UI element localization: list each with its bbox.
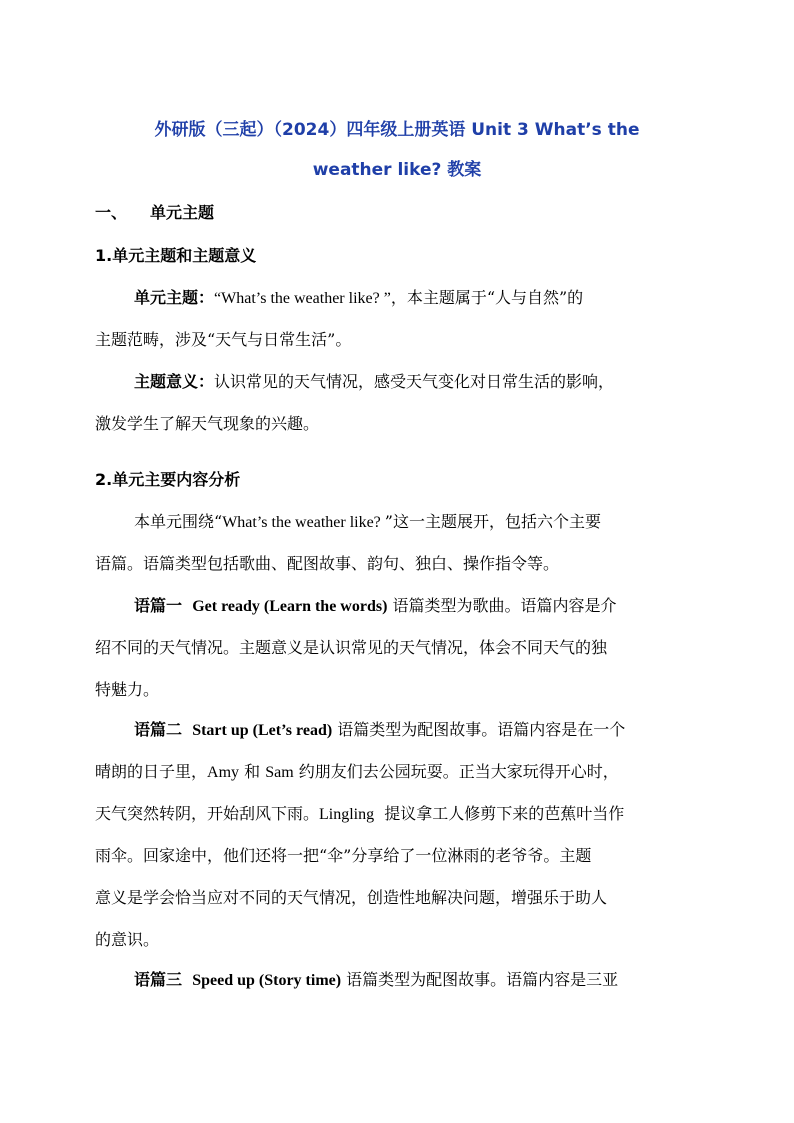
section-number: 一、 xyxy=(95,203,128,222)
passage2-line4: 雨伞。回家途中，他们还将一把“伞”分享给了一位淋雨的老爷爷。主题 xyxy=(95,846,592,865)
passage2-label: 语篇二 xyxy=(134,720,183,739)
paragraph-theme-line2: 主题范畴，涉及“天气与日常生活”。 xyxy=(95,330,352,349)
passage1-label: 语篇一 xyxy=(134,596,183,615)
passage2-line6: 的意识。 xyxy=(95,930,160,949)
passage1-line1 xyxy=(134,594,754,619)
passage1-text: 语篇类型为歌曲。语篇内容是介 xyxy=(392,596,617,615)
meaning-text: 认识常见的天气情况，感受天气变化对日常生活的影响， xyxy=(214,372,615,391)
passage2-line1 xyxy=(134,718,754,743)
name-sam: Sam xyxy=(265,764,294,781)
intro-english: What’s the weather like? xyxy=(222,514,385,531)
meaning-label: 主题意义： xyxy=(134,372,215,391)
passage2-line5: 意义是学会恰当应对不同的天气情况，创造性地解决问题，增强乐于助人 xyxy=(95,888,608,907)
passage2-text-e: 提议拿工人修剪下来的芭蕉叶当作 xyxy=(384,804,625,823)
passage1-line2: 绍不同的天气情况。主题意义是认识常见的天气情况，体会不同天气的独 xyxy=(95,638,608,657)
passage1-line3: 特魅力。 xyxy=(95,680,160,699)
passage2-text-a: 晴朗的日子里， xyxy=(95,762,208,781)
passage2-text: 语篇类型为配图故事。语篇内容是在一个 xyxy=(337,720,626,739)
passage2-text-b: 和 xyxy=(244,762,261,781)
name-lingling: Lingling xyxy=(319,806,375,823)
section-label: 单元主题 xyxy=(150,203,215,222)
paragraph-theme-line1 xyxy=(134,286,754,311)
name-amy: Amy xyxy=(207,764,240,781)
theme-text: ，本主题属于“人与自然”的 xyxy=(390,288,584,307)
passage3-label: 语篇三 xyxy=(134,970,183,989)
section-heading-unit-theme xyxy=(95,201,715,225)
theme-quote: “What’s the weather like? ” xyxy=(214,290,391,307)
passage3-line1 xyxy=(134,968,754,993)
theme-label: 单元主题： xyxy=(134,288,215,307)
passage2-text-d: 天气突然转阴，开始刮风下雨。 xyxy=(95,804,320,823)
passage3-text: 语篇类型为配图故事。语篇内容是三亚 xyxy=(346,970,619,989)
intro-text-a: 本单元围绕“ xyxy=(134,512,223,531)
subsection-heading-theme-meaning: 1.单元主题和主题意义 xyxy=(95,246,257,265)
document-title-line2: weather like? 教案 xyxy=(312,160,482,180)
passage2-text-c: 约朋友们去公园玩耍。正当大家玩得开心时， xyxy=(298,762,619,781)
passage2-line2 xyxy=(95,760,715,785)
intro-text-b: ”这一主题展开，包括六个主要 xyxy=(384,512,601,531)
passage2-line3 xyxy=(95,802,715,827)
paragraph-intro-line2: 语篇。语篇类型包括歌曲、配图故事、韵句、独白、操作指令等。 xyxy=(95,554,560,573)
paragraph-intro-line1 xyxy=(134,510,754,535)
passage1-english: Get ready (Learn the words) xyxy=(192,598,388,615)
subsection-heading-content-analysis: 2.单元主要内容分析 xyxy=(95,470,241,489)
paragraph-meaning-line1 xyxy=(134,370,754,394)
passage3-english: Speed up (Story time) xyxy=(192,972,342,989)
paragraph-meaning-line2: 激发学生了解天气现象的兴趣。 xyxy=(95,414,320,433)
document-title-line1: 外研版（三起）（2024）四年级上册英语 Unit 3 What’s the xyxy=(154,120,640,140)
passage2-english: Start up (Let’s read) xyxy=(192,722,333,739)
